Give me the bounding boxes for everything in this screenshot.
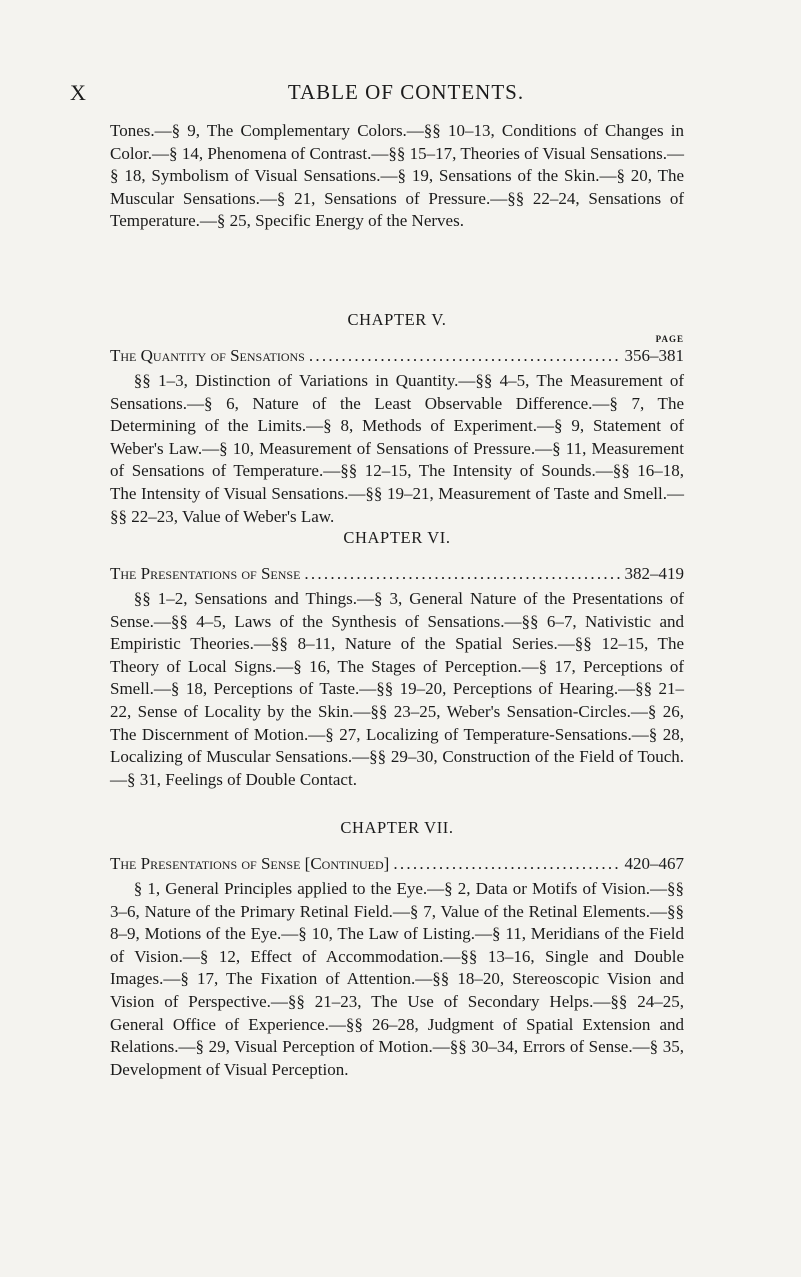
toc-entry[interactable]	[110, 564, 684, 588]
continued-section	[110, 120, 684, 233]
chapter-heading: CHAPTER VI.	[343, 528, 451, 547]
running-title: TABLE OF CONTENTS.	[287, 80, 525, 104]
continued-paragraph: Tones.—§ 9, The Complementary Colors.—§§ 10–13, Conditions of Changes in Color.—§ 14, Phenomena of Contrast.—§§ 15–17, Theories of Visual Sensations.—§ 18, Symbolism of Visual Sensations.—§ 19, Sensations of the Skin.—§ 20, The Muscular Sensations.—§ 21, Sensations of Pressure.—§§ 22–24, Sensations of Temperature.—§ 25, Specific Energy of the Nerves.	[110, 121, 684, 231]
chapter-summary: §§ 1–3, Distinction of Variations in Quantity.—§§ 4–5, The Measurement of Sensations.—§ 6, Nature of the Least Observable Difference.—§ 7, The Determining of the Limits.—§ 8, Methods of Experiment.—§ 9, Statement of Weber's Law.—§ 10, Measurement of Sensations of Pressure.—§ 11, Measurement of Sensations of Temperature.—§§ 12–15, The Intensity of Sounds.—§§ 16–18, The Intensity of Visual Sensations.—§§ 19–21, Measurement of Taste and Smell.—§§ 22–23, Value of Weber's Law.	[110, 371, 684, 526]
chapter-vi	[110, 528, 684, 791]
dot-leader	[309, 346, 621, 366]
page-range: 420–467	[624, 854, 684, 873]
chapter-heading: CHAPTER V.	[347, 310, 447, 329]
page-column-label: PAGE	[655, 334, 684, 344]
dot-leader	[304, 564, 620, 584]
chapter-v	[110, 310, 684, 528]
chapter-title: The Presentations of Sense	[110, 564, 301, 583]
page-range: 382–419	[624, 564, 684, 583]
toc-entry[interactable]	[110, 854, 684, 878]
page-range: 356–381	[624, 346, 684, 365]
toc-entry[interactable]	[110, 346, 684, 370]
chapter-summary: § 1, General Principles applied to the Eye.—§ 2, Data or Motifs of Vision.—§§ 3–6, Nature of the Primary Retinal Field.—§ 7, Value of the Retinal Elements.—§§ 8–9, Motions of the Eye.—§ 10, The Law of Listing.—§ 11, Meridians of the Field of Vision.—§ 12, Effect of Accommodation.—§§ 13–16, Single and Double Images.—§ 17, The Fixation of Attention.—§§ 18–20, Stereoscopic Vision and Vision of Perspective.—§§ 21–23, The Use of Secondary Helps.—§§ 24–25, General Office of Experience.—§§ 26–28, Judgment of Spatial Extension and Relations.—§ 29, Visual Perception of Motion.—§§ 30–34, Errors of Sense.—§ 35, Development of Visual Perception.	[110, 879, 684, 1079]
chapter-title: The Quantity of Sensations	[110, 346, 305, 365]
dot-leader	[393, 854, 620, 874]
chapter-summary: §§ 1–2, Sensations and Things.—§ 3, General Nature of the Presentations of Sense.—§§ 4–5, Laws of the Synthesis of Sensations.—§§ 6–7, Nativistic and Empiristic Theories.—§§ 8–11, Nature of the Spatial Series.—§§ 12–15, The Theory of Local Signs.—§ 16, The Stages of Perception.—§ 17, Perceptions of Smell.—§ 18, Perceptions of Taste.—§§ 19–20, Perceptions of Hearing.—§§ 21–22, Sense of Locality by the Skin.—§§ 23–25, Weber's Sensation-Circles.—§ 26, The Discernment of Motion.—§ 27, Localizing of Temperature-Sensations.—§ 28, Localizing of Muscular Sensations.—§§ 29–30, Construction of the Field of Touch.—§ 31, Feelings of Double Contact.	[110, 589, 684, 789]
chapter-title: The Presentations of Sense [Continued]	[110, 854, 390, 873]
chapter-vii	[110, 818, 684, 1081]
chapter-heading: CHAPTER VII.	[340, 818, 454, 837]
page-number: X	[70, 80, 86, 105]
running-header	[70, 80, 742, 114]
